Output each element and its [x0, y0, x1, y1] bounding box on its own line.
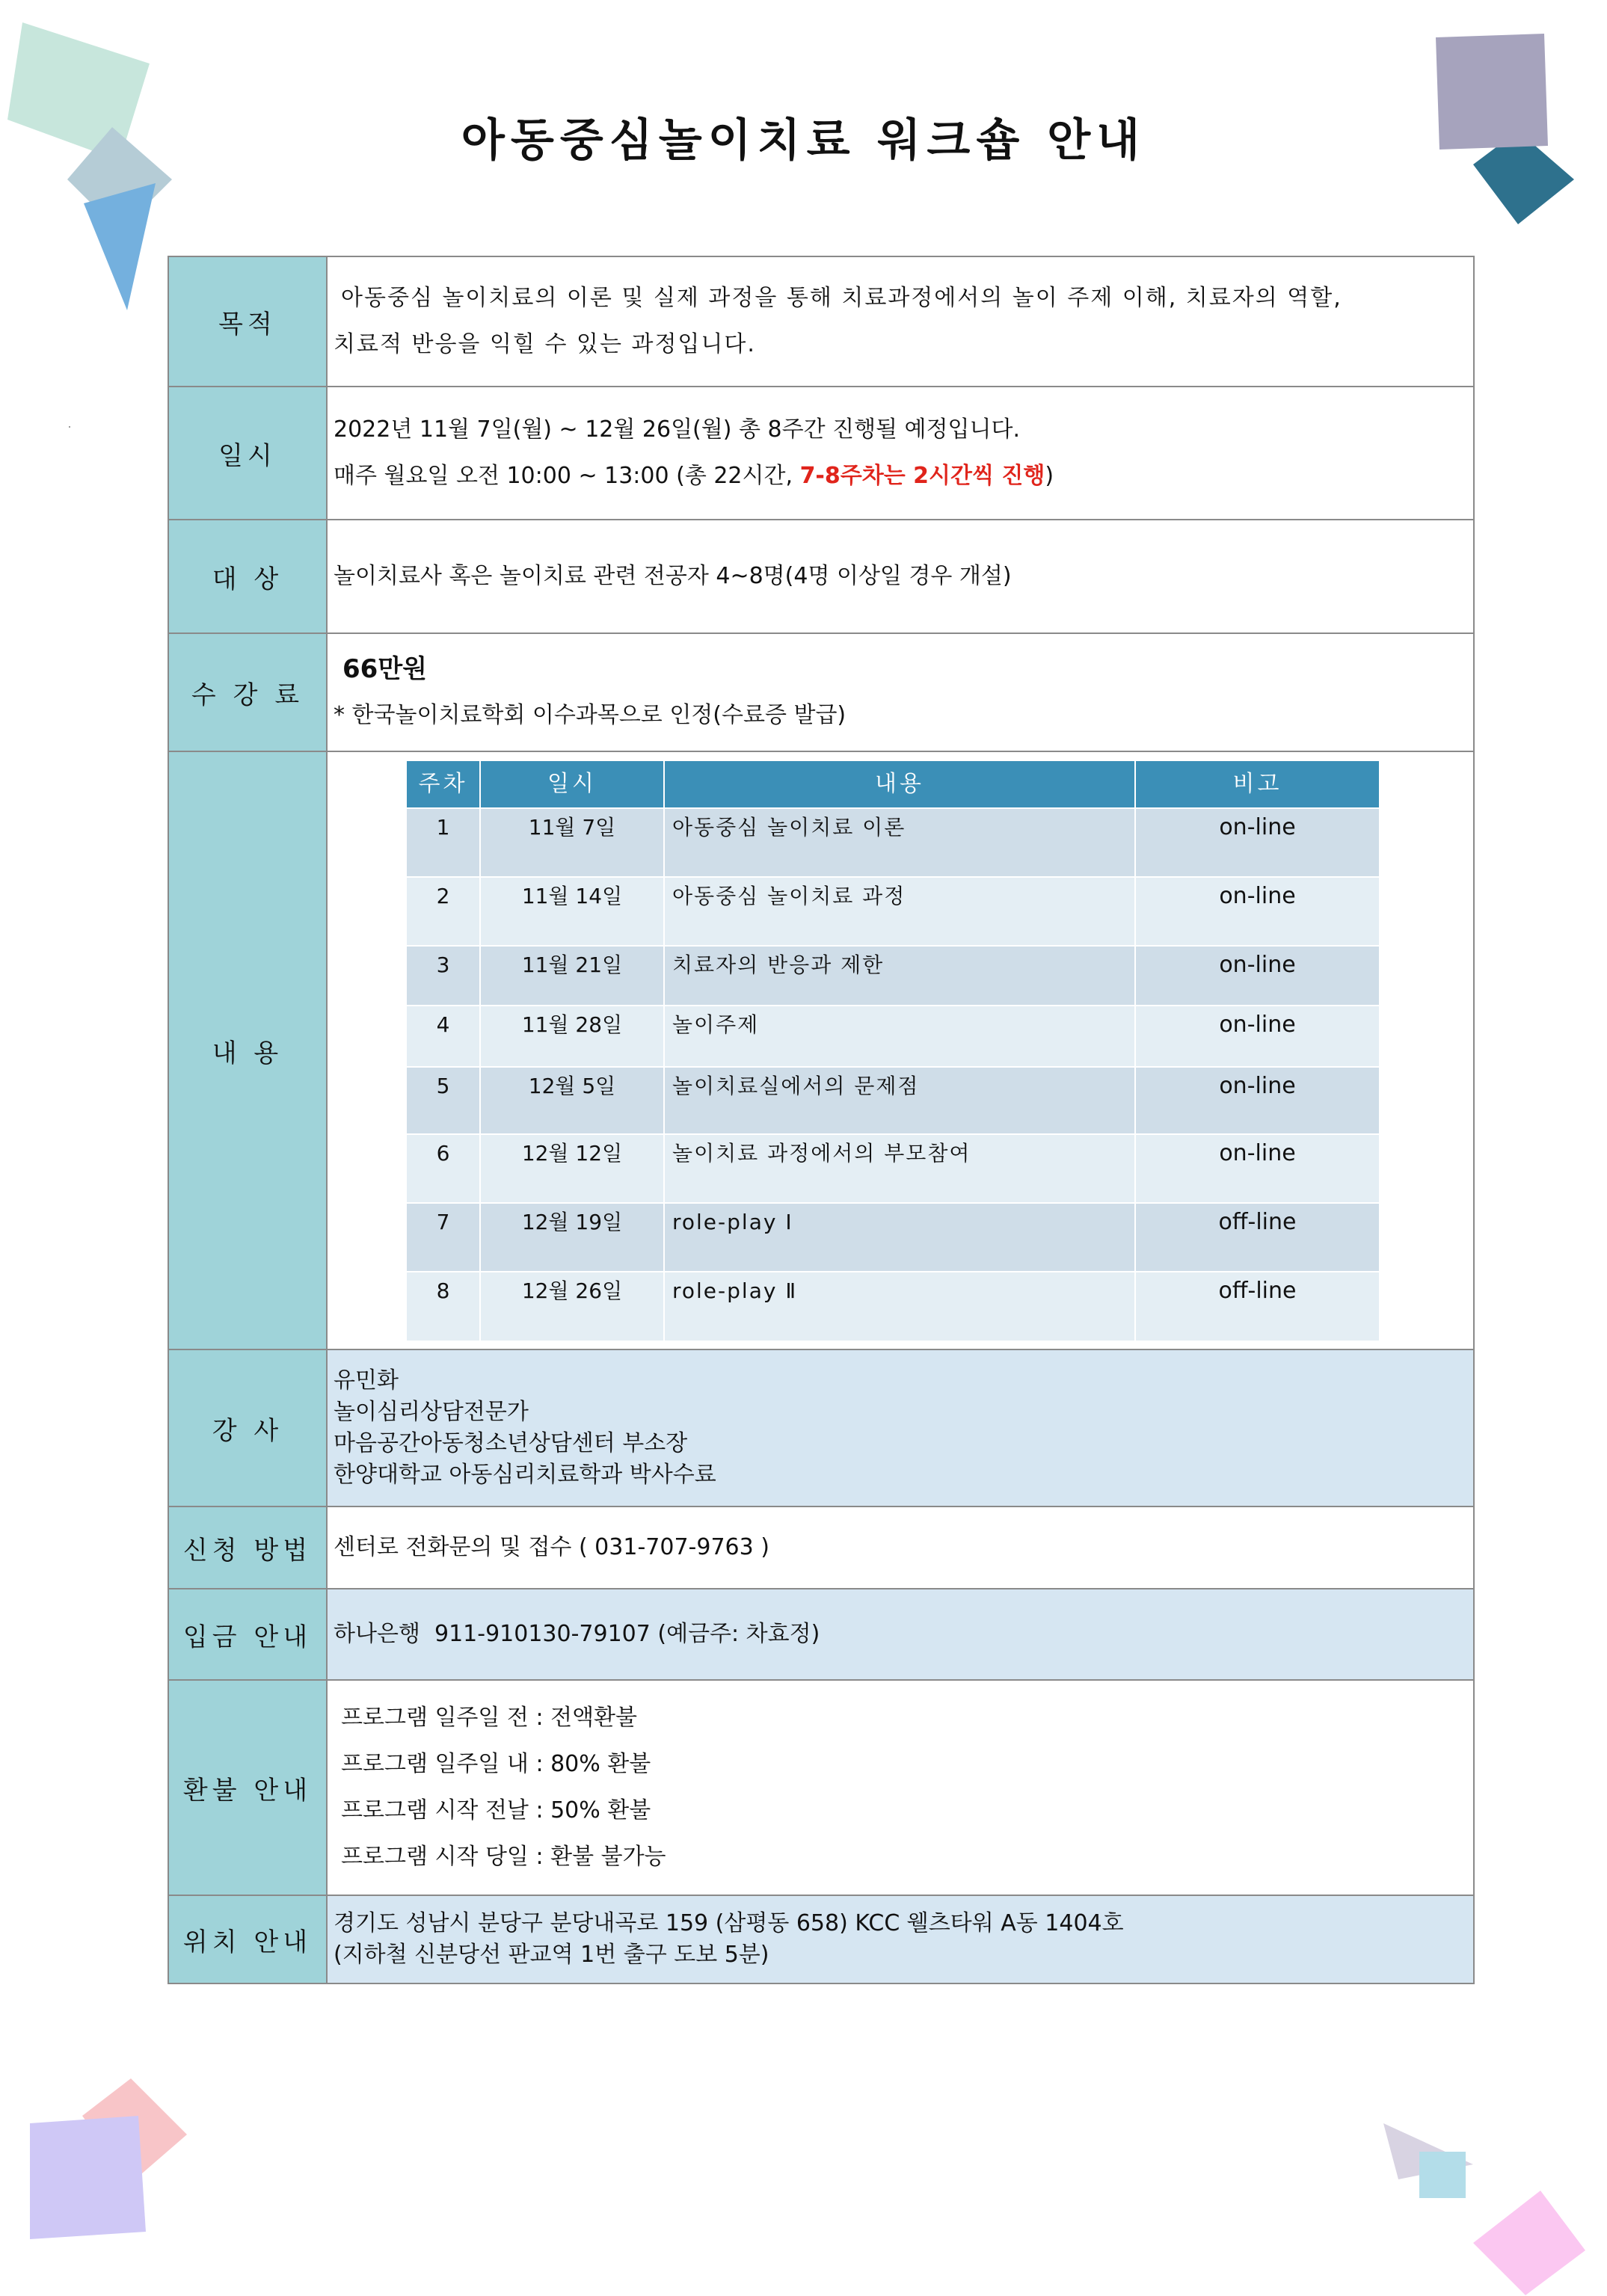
schedule-topic: 놀이치료 과정에서의 부모참여 — [664, 1134, 1135, 1203]
instructor-content — [327, 1349, 1474, 1506]
purpose-content — [327, 256, 1474, 387]
schedule-topic: 아동중심 놀이치료 이론 — [664, 808, 1135, 877]
info-table — [168, 256, 1475, 1984]
stray-dot — [69, 426, 70, 428]
instructor-line: 마음공간아동청소년상담센터 부소장 — [334, 1430, 688, 1456]
purpose-label: 목적 — [168, 256, 327, 387]
schedule-week: 6 — [407, 1134, 480, 1203]
schedule-week: 7 — [407, 1203, 480, 1272]
instructor-label: 강 사 — [168, 1349, 327, 1506]
datetime-suffix: ) — [1045, 463, 1054, 489]
schedule-table — [407, 761, 1379, 1341]
schedule-date: 11월 7일 — [480, 808, 664, 877]
payment-label: 입금 안내 — [168, 1589, 327, 1680]
schedule-header-topic: 내용 — [664, 761, 1135, 808]
datetime-highlight: 7-8주차는 2시간씩 진행 — [799, 463, 1045, 489]
payment-text: 하나은행 911-910130-79107 (예금주: 차효정) — [334, 1621, 820, 1647]
refund-content — [327, 1680, 1474, 1895]
refund-row — [168, 1680, 1474, 1895]
datetime-line-1: 2022년 11월 7일(월) ~ 12월 26일(월) 총 8주간 진행될 예정입니다. — [334, 416, 1020, 443]
purpose-line-2: 치료적 반응을 익힐 수 있는 과정입니다. — [334, 331, 756, 357]
schedule-note: on-line — [1135, 1134, 1379, 1203]
apply-text: 센터로 전화문의 및 접수 ( 031-707-9763 ) — [334, 1534, 769, 1560]
decoration-bottom-left — [0, 2049, 209, 2296]
schedule-row — [407, 1134, 1379, 1203]
payment-row — [168, 1589, 1474, 1680]
apply-content — [327, 1506, 1474, 1589]
schedule-date: 11월 21일 — [480, 946, 664, 1006]
datetime-row — [168, 387, 1474, 520]
datetime-line-2 — [334, 453, 1467, 499]
target-text: 놀이치료사 혹은 놀이치료 관련 전공자 4~8명(4명 이상일 경우 개설) — [334, 563, 1012, 589]
target-label: 대 상 — [168, 520, 327, 633]
schedule-date: 12월 12일 — [480, 1134, 664, 1203]
schedule-note: on-line — [1135, 1067, 1379, 1134]
instructor-line: 유민화 — [334, 1367, 399, 1394]
instructor-row — [168, 1349, 1474, 1506]
refund-line: 프로그램 일주일 전 : 전액환불 — [341, 1705, 638, 1731]
location-row — [168, 1895, 1474, 1983]
apply-row — [168, 1506, 1474, 1589]
location-address: 경기도 성남시 분당구 분당내곡로 159 (삼평동 658) KCC 웰츠타워 A동 1404호 — [334, 1910, 1124, 1936]
schedule-topic: 놀이주제 — [664, 1006, 1135, 1067]
schedule-week: 2 — [407, 877, 480, 946]
location-label: 위치 안내 — [168, 1895, 327, 1983]
fee-amount: 66만원 — [342, 654, 428, 684]
schedule-date: 12월 5일 — [480, 1067, 664, 1134]
fee-row — [168, 633, 1474, 751]
schedule-header-date: 일시 — [480, 761, 664, 808]
schedule-header-week: 주차 — [407, 761, 480, 808]
content-row — [168, 751, 1474, 1349]
schedule-date: 12월 19일 — [480, 1203, 664, 1272]
schedule-topic: role-play Ⅱ — [664, 1272, 1135, 1341]
schedule-date: 12월 26일 — [480, 1272, 664, 1341]
datetime-content — [327, 387, 1474, 520]
schedule-row — [407, 1006, 1379, 1067]
schedule-row — [407, 808, 1379, 877]
schedule-row — [407, 1067, 1379, 1134]
content-label: 내 용 — [168, 751, 327, 1349]
fee-note: * 한국놀이치료학회 이수과목으로 인정(수료증 발급) — [334, 702, 846, 728]
datetime-label: 일시 — [168, 387, 327, 520]
content-cell — [327, 751, 1474, 1349]
schedule-topic: 치료자의 반응과 제한 — [664, 946, 1135, 1006]
schedule-header-row — [407, 761, 1379, 808]
location-directions: (지하철 신분당선 판교역 1번 출구 도보 5분) — [334, 1942, 769, 1968]
schedule-week: 8 — [407, 1272, 480, 1341]
datetime-schedule: 매주 월요일 오전 10:00 ~ 13:00 (총 22시간, — [334, 463, 800, 489]
refund-line: 프로그램 시작 당일 : 환불 불가능 — [341, 1844, 666, 1870]
schedule-topic: role-play Ⅰ — [664, 1203, 1135, 1272]
target-content — [327, 520, 1474, 633]
fee-content — [327, 633, 1474, 751]
schedule-row — [407, 1272, 1379, 1341]
schedule-note: off-line — [1135, 1203, 1379, 1272]
schedule-row — [407, 1203, 1379, 1272]
schedule-week: 5 — [407, 1067, 480, 1134]
schedule-note: on-line — [1135, 946, 1379, 1006]
schedule-row — [407, 877, 1379, 946]
schedule-week: 4 — [407, 1006, 480, 1067]
apply-label: 신청 방법 — [168, 1506, 327, 1589]
schedule-note: on-line — [1135, 808, 1379, 877]
schedule-note: on-line — [1135, 1006, 1379, 1067]
page-title: 아동중심놀이치료 워크숍 안내 — [461, 114, 1146, 167]
refund-label: 환불 안내 — [168, 1680, 327, 1895]
target-row — [168, 520, 1474, 633]
refund-line: 프로그램 시작 전날 : 50% 환불 — [341, 1797, 651, 1823]
decoration-bottom-right — [1361, 2108, 1607, 2296]
schedule-note: on-line — [1135, 877, 1379, 946]
instructor-line: 놀이심리상담전문가 — [334, 1399, 529, 1425]
schedule-date: 11월 28일 — [480, 1006, 664, 1067]
payment-content — [327, 1589, 1474, 1680]
schedule-week: 3 — [407, 946, 480, 1006]
purpose-line-1: 아동중심 놀이치료의 이론 및 실제 과정을 통해 치료과정에서의 놀이 주제 이해, 치료자의 역할, — [341, 285, 1342, 311]
schedule-header-note: 비고 — [1135, 761, 1379, 808]
schedule-note: off-line — [1135, 1272, 1379, 1341]
schedule-row — [407, 946, 1379, 1006]
refund-line: 프로그램 일주일 내 : 80% 환불 — [341, 1751, 651, 1777]
purpose-row — [168, 256, 1474, 387]
schedule-date: 11월 14일 — [480, 877, 664, 946]
fee-label: 수 강 료 — [168, 633, 327, 751]
schedule-topic: 아동중심 놀이치료 과정 — [664, 877, 1135, 946]
instructor-line: 한양대학교 아동심리치료학과 박사수료 — [334, 1462, 716, 1488]
location-content — [327, 1895, 1474, 1983]
schedule-topic: 놀이치료실에서의 문제점 — [664, 1067, 1135, 1134]
schedule-week: 1 — [407, 808, 480, 877]
